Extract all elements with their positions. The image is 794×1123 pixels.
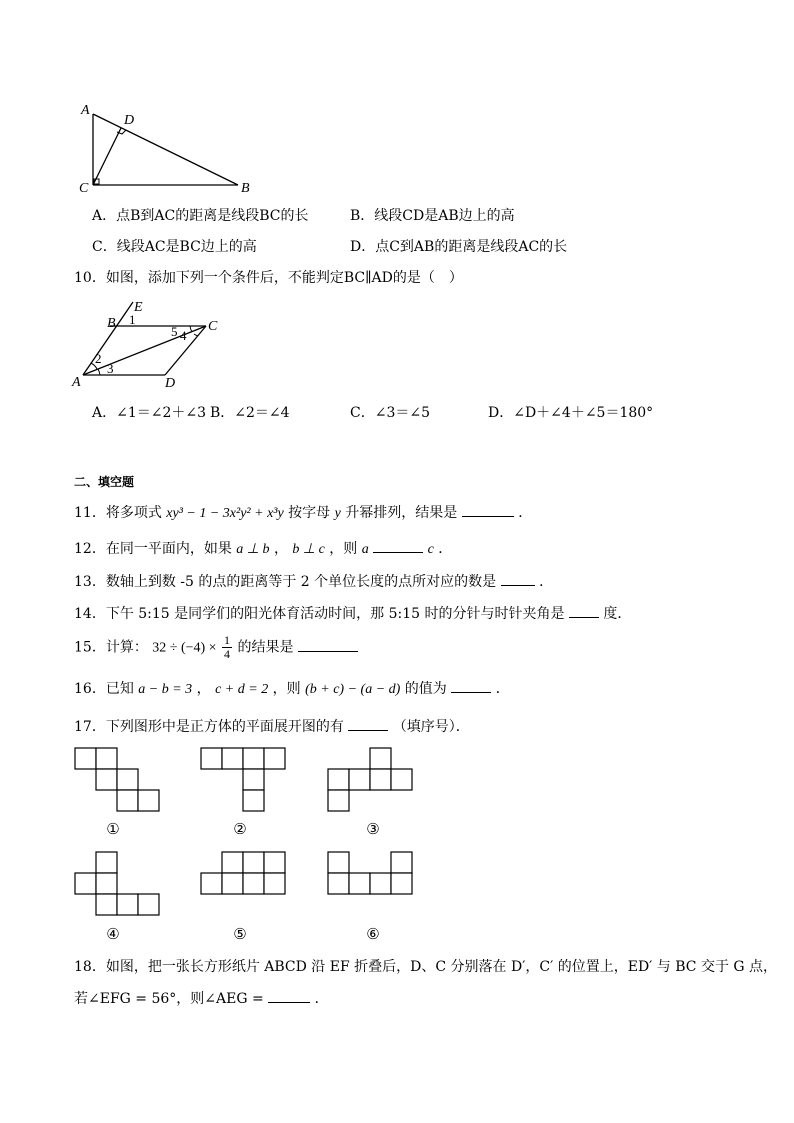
q10-option-a: A．∠1＝∠2＋∠3 — [92, 405, 207, 421]
q16-mid: ，则 — [272, 681, 301, 697]
q16-expression: (b + c) − (a − d) — [305, 682, 401, 697]
q15-fraction — [222, 634, 232, 661]
q12-end: ． — [438, 541, 453, 557]
q15 — [74, 634, 358, 662]
cube-net-label-3: ③ — [366, 820, 380, 838]
angle-label-4: 4 — [180, 328, 187, 343]
q9-option-d: D．点C到AB的距离是线段AC的长 — [350, 239, 568, 255]
q16-separator: ， — [196, 681, 211, 697]
vertex-label-a: A — [72, 375, 81, 390]
vertex-label-e: E — [134, 300, 143, 315]
cube-net-6 — [327, 851, 417, 917]
q16-answer-blank[interactable] — [451, 678, 491, 693]
segment-cd — [93, 128, 121, 185]
q15-suffix: 的结果是 — [237, 639, 294, 656]
angle-label-3: 3 — [107, 361, 114, 376]
q13 — [74, 571, 553, 592]
q16-condition-1: a − b = 3 — [138, 682, 193, 697]
cube-net-1 — [74, 747, 164, 813]
q11 — [74, 502, 532, 524]
cube-net-2 — [200, 747, 290, 813]
cube-net-5 — [200, 851, 290, 917]
q11-variable: y — [334, 506, 341, 521]
q9-triangle-figure — [70, 98, 270, 198]
q17-answer-blank[interactable] — [348, 716, 388, 731]
vertex-label-d: D — [165, 376, 176, 391]
q15-answer-blank[interactable] — [298, 637, 358, 652]
q18-answer-blank[interactable] — [268, 988, 310, 1003]
q10-stem: 10．如图，添加下列一个条件后，不能判定BC∥AD的是（ ） — [74, 270, 463, 286]
cube-net-label-2: ② — [233, 820, 247, 838]
angle-arc-5 — [190, 326, 192, 332]
q12-answer-blank[interactable] — [373, 538, 423, 553]
q13-answer-blank[interactable] — [501, 571, 535, 586]
q9-option-c: C．线段AC是BC边上的高 — [92, 239, 257, 255]
q14-answer-blank[interactable] — [569, 603, 599, 618]
cube-net-label-1: ① — [106, 820, 120, 838]
q9-option-a: A．点B到AC的距离是线段BC的长 — [92, 208, 309, 224]
cube-net-label-5: ⑤ — [233, 925, 247, 943]
q18-end: ． — [314, 991, 329, 1007]
q10-option-c: C．∠3＝∠5 — [350, 405, 430, 421]
q11-prefix: 11．将多项式 — [74, 505, 162, 521]
q15-expression: 32 ÷ (−4) × — [152, 640, 217, 656]
q12-condition-2: b ⊥ c — [292, 542, 325, 557]
q12-mid: ，则 — [329, 541, 358, 557]
q12-var-c: c — [427, 542, 434, 557]
q17-text: 17．下列图形中是正方体的平面展开图的有 — [74, 719, 344, 735]
q16-prefix: 16．已知 — [74, 681, 134, 697]
q12-var-a: a — [361, 542, 369, 557]
angle-label-2: 2 — [95, 351, 102, 366]
q11-polynomial: xy³ − 1 − 3x²y² + x³y — [166, 506, 284, 521]
vertex-label-c: C — [208, 319, 218, 334]
q13-text: 13．数轴上到数 -5 的点的距离等于 2 个单位长度的点所对应的数是 — [74, 574, 497, 590]
q11-mid: 按字母 — [288, 505, 331, 521]
q14-end: 度． — [603, 606, 632, 622]
vertex-label-a: A — [81, 103, 90, 118]
q15-denominator: 4 — [224, 647, 231, 661]
q11-suffix: 升幂排列，结果是 — [345, 505, 458, 521]
q12-prefix: 12．在同一平面内，如果 — [74, 541, 232, 557]
q10-option-d: D．∠D＋∠4＋∠5＝180° — [488, 405, 654, 421]
angle-label-5: 5 — [171, 324, 178, 339]
angle-arc-3 — [98, 369, 100, 375]
segment-ab — [93, 114, 238, 185]
section-heading-fill-in: 二、填空题 — [74, 475, 135, 489]
q11-end: ． — [518, 505, 533, 521]
vertex-label-d: D — [124, 113, 135, 128]
q18-line-2 — [74, 988, 329, 1009]
q9-option-b: B．线段CD是AB边上的高 — [350, 208, 515, 224]
vertex-label-c: C — [79, 181, 89, 196]
q16 — [74, 678, 510, 700]
q16-suffix: 的值为 — [404, 681, 447, 697]
vertex-label-b: B — [241, 181, 250, 196]
q17 — [74, 716, 470, 737]
cube-net-label-6: ⑥ — [366, 925, 380, 943]
q14-text: 14．下午 5:15 是同学们的阳光体育活动时间，那 5:15 时的分针与时针夹角是 — [74, 606, 565, 622]
q17-suffix: （填序号）． — [392, 719, 470, 735]
angle-label-1: 1 — [129, 312, 136, 327]
q14 — [74, 603, 631, 624]
cube-net-4 — [74, 851, 164, 917]
q10-parallelogram-figure — [70, 296, 240, 392]
q12 — [74, 538, 452, 560]
q18-condition: 若∠EFG = 56°，则∠AEG = — [74, 991, 264, 1007]
q15-numerator: 1 — [224, 633, 231, 647]
q15-prefix: 15．计算： — [74, 639, 148, 656]
cube-net-label-4: ④ — [106, 925, 120, 943]
q11-answer-blank[interactable] — [462, 502, 514, 517]
q12-separator: ， — [273, 541, 288, 557]
q10-option-b: B．∠2＝∠4 — [210, 405, 290, 421]
cube-net-3 — [327, 747, 417, 813]
q16-end: ． — [495, 681, 510, 697]
angle-arc-4 — [194, 334, 198, 336]
q13-end: ． — [539, 574, 554, 590]
q16-condition-2: c + d = 2 — [215, 682, 269, 697]
vertex-label-b: B — [107, 316, 116, 331]
q18-line-1: 18．如图，把一张长方形纸片 ABCD 沿 EF 折叠后，D、C 分别落在 D′，C′ 的位置上，ED′ 与 BC 交于 G 点， — [74, 959, 778, 975]
q12-condition-1: a ⊥ b — [236, 542, 270, 557]
